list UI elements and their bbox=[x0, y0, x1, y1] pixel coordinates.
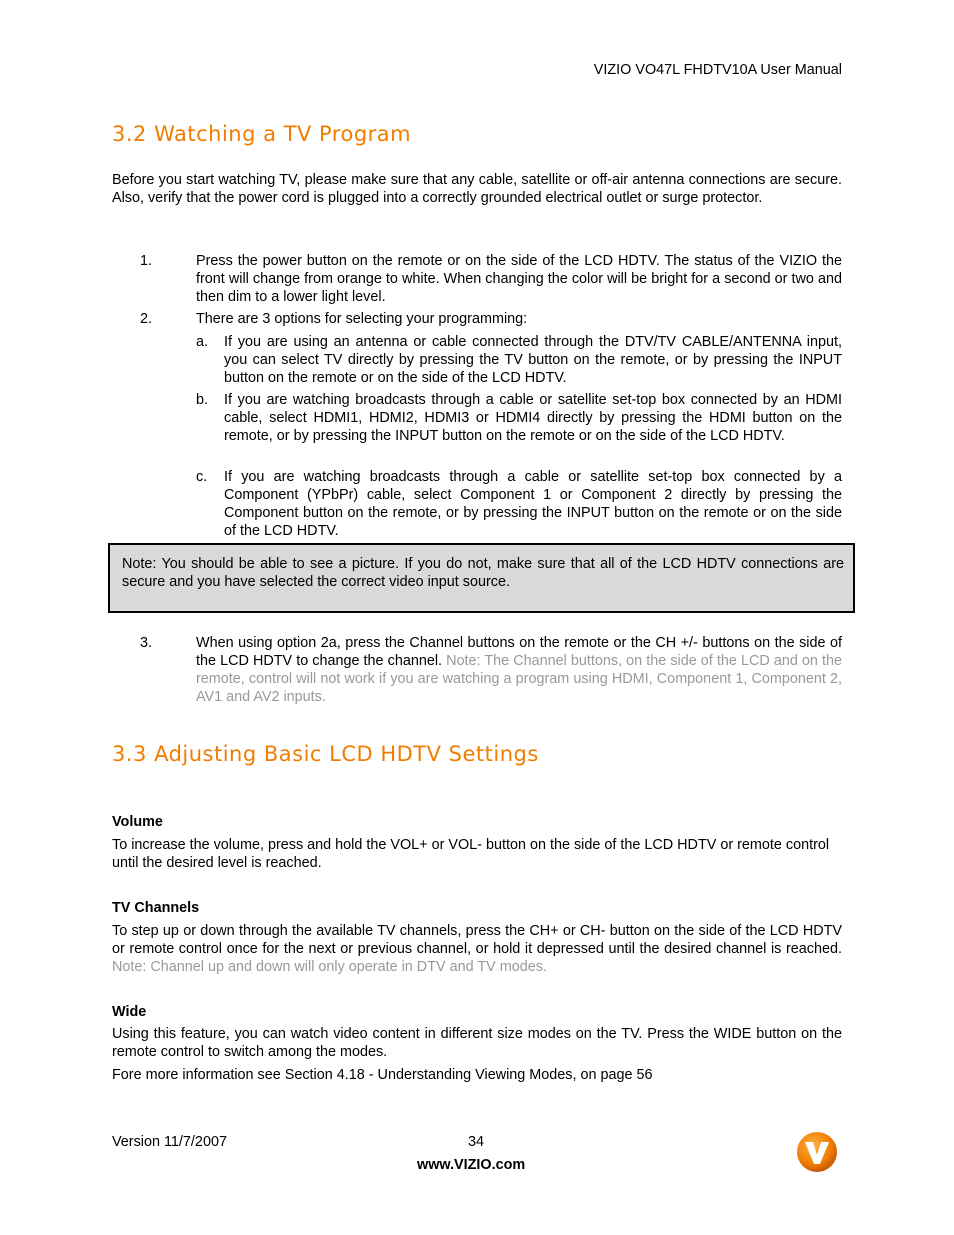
list-item-number: 2. bbox=[140, 311, 153, 327]
section-3-3-title: 3.3 Adjusting Basic LCD HDTV Settings bbox=[112, 742, 539, 766]
section-3-2-title: 3.2 Watching a TV Program bbox=[112, 122, 412, 146]
footer-url: www.VIZIO.com bbox=[417, 1157, 526, 1173]
sub-item-text: If you are watching broadcasts through a cable or satellite set-top box connected by an HDMI cable, select HDMI1, HDMI2, HDMI3 or HDMI4 directly by pressing the HDMI button on the remote, or by pressing the INPUT button on the remote or on the side of the LCD HDTV. bbox=[224, 392, 842, 444]
sub-item-text: If you are watching broadcasts through a cable or satellite set-top box connected by a Component (YPbPr) cable, select Component 1 or Component 2 directly by pressing the Component button on the remote, or by pressing the INPUT button on the remote or on the side of the LCD HDTV. bbox=[224, 469, 842, 539]
list-item-text: There are 3 options for selecting your programming: bbox=[196, 311, 528, 327]
footer-version: Version 11/7/2007 bbox=[112, 1134, 227, 1150]
vizio-v-logo-icon bbox=[796, 1131, 838, 1173]
volume-text: To increase the volume, press and hold the VOL+ or VOL- button on the side of the LCD HDTV or remote control until the desired level is reached. bbox=[112, 837, 830, 871]
tv-channels-text bbox=[112, 922, 842, 976]
volume-heading: Volume bbox=[112, 814, 163, 830]
note-box bbox=[108, 543, 855, 613]
sub-item-letter: b. bbox=[196, 392, 209, 408]
list-item-main-text: When using option 2a, press the Channel buttons on the remote or the CH +/- buttons on the side of the LCD HDTV to change the channel. bbox=[196, 635, 842, 669]
wide-heading: Wide bbox=[112, 1004, 147, 1020]
section-3-2-intro: Before you start watching TV, please make sure that any cable, satellite or off-air antenna connections are secure. Also, verify that the power cord is plugged into a correctly grounded electrical outlet or surge protector. bbox=[112, 172, 842, 206]
list-item-note: Note: The Channel buttons, on the side of the LCD and on the remote, control will not work if you are watching a program using HDMI, Component 1, Component 2, AV1 and AV2 inputs. bbox=[196, 653, 842, 705]
list-item-number: 3. bbox=[140, 635, 153, 651]
wide-more-info: Fore more information see Section 4.18 - Understanding Viewing Modes, on page 56 bbox=[112, 1067, 653, 1083]
list-item-text bbox=[196, 634, 842, 706]
sub-item-letter: c. bbox=[196, 469, 208, 485]
list-item-number: 1. bbox=[140, 253, 153, 269]
tv-channels-note: Note: Channel up and down will only operate in DTV and TV modes. bbox=[112, 959, 547, 975]
sub-item-letter: a. bbox=[196, 334, 209, 350]
note-box-text: Note: You should be able to see a picture. If you do not, make sure that all of the LCD HDTV connections are secure and you have selected the correct video input source. bbox=[122, 556, 844, 590]
wide-text: Using this feature, you can watch video content in different size modes on the TV. Press the WIDE button on the remote control to switch among the modes. bbox=[112, 1026, 842, 1060]
tv-channels-main-text: To step up or down through the available TV channels, press the CH+ or CH- button on the side of the LCD HDTV or remote control once for the next or previous channel, or hold it depressed until the desired channel is reached. bbox=[112, 923, 842, 957]
list-item-text: Press the power button on the remote or on the side of the LCD HDTV. The status of the VIZIO the front will change from orange to white. When changing the color will be bright for a second or two and then dim to a lower light level. bbox=[196, 253, 842, 305]
manual-title: VIZIO VO47L FHDTV10A User Manual bbox=[593, 62, 842, 78]
tv-channels-heading: TV Channels bbox=[112, 900, 200, 916]
page-number: 34 bbox=[468, 1134, 485, 1150]
sub-item-text: If you are using an antenna or cable connected through the DTV/TV CABLE/ANTENNA input, you can select TV directly by pressing the TV button on the remote, or by pressing the INPUT button on the remote or on the side of the LCD HDTV. bbox=[224, 334, 842, 386]
